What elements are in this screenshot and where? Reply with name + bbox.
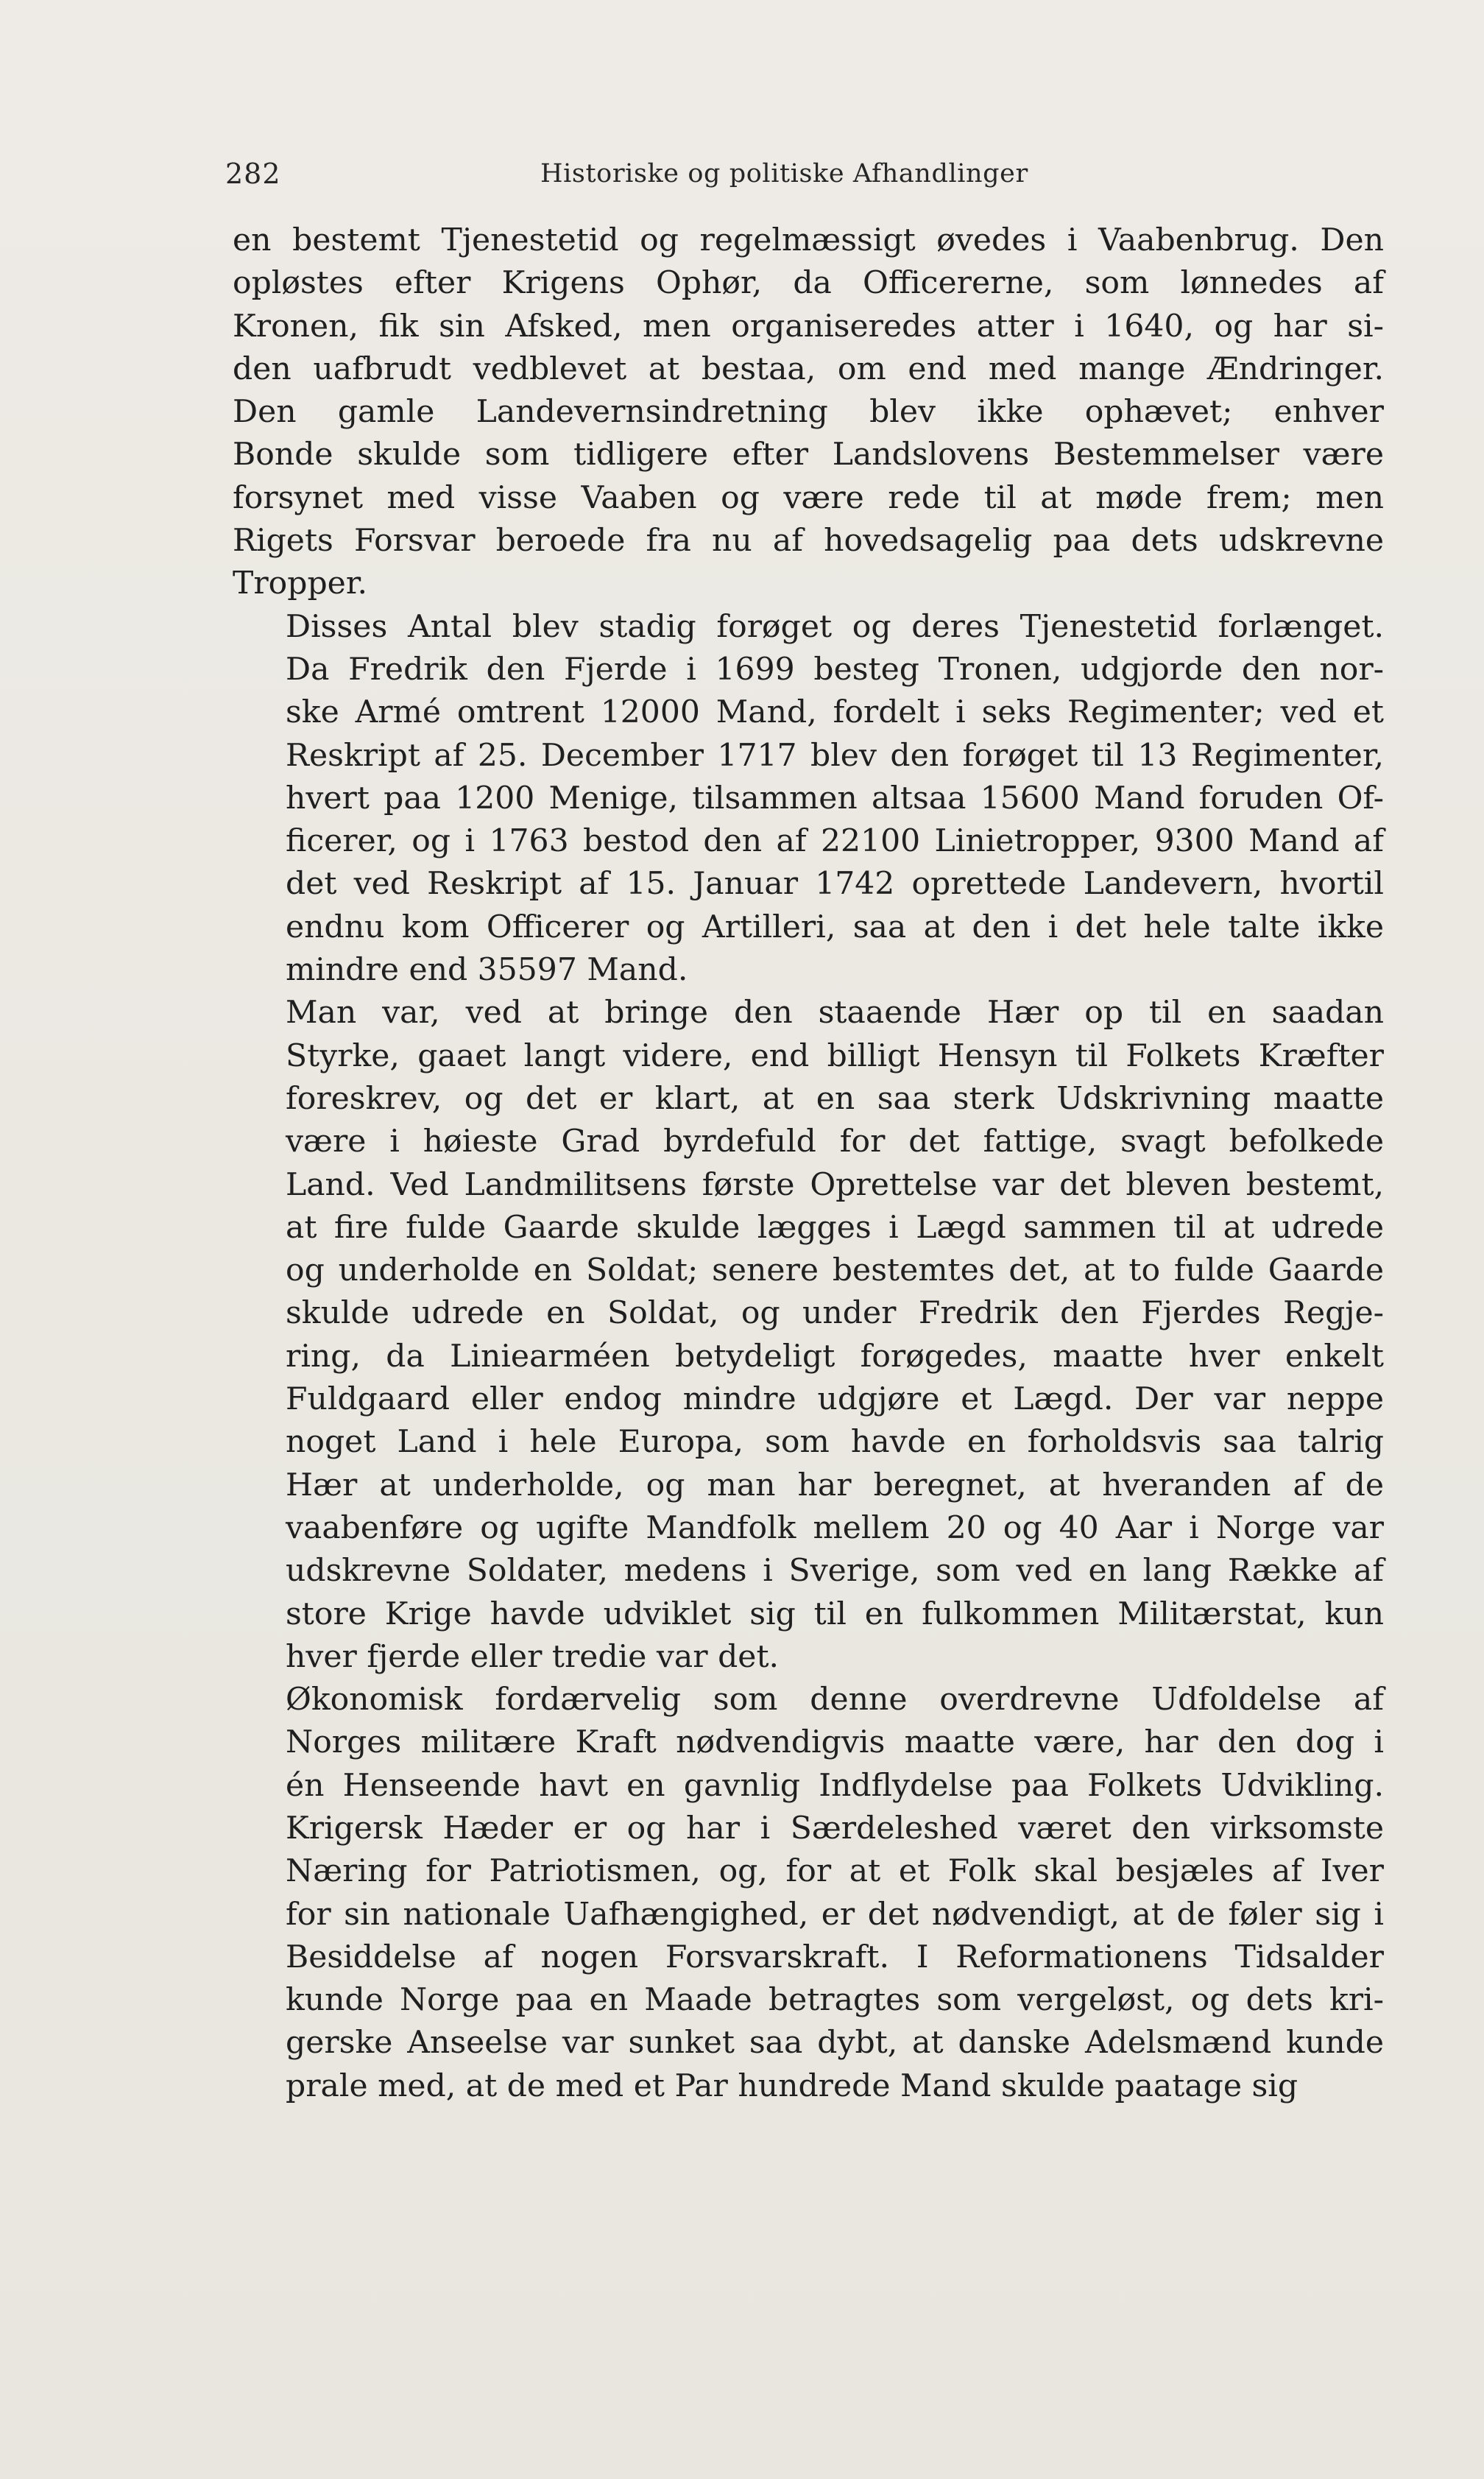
text-line: Disses Antal blev stadig forøget og deres Tjenestetid forlænget. [286, 608, 1384, 645]
text-line: Rigets Forsvar beroede fra nu af hovedsagelig paa dets udskrevne [233, 523, 1384, 560]
text-line: for sin nationale Uafhængighed, er det nødvendigt, at de føler sig i [286, 1896, 1384, 1933]
text-line: én Henseende havt en gavnlig Indflydelse paa Folkets Udvikling. [286, 1767, 1384, 1804]
text-line: gerske Anseelse var sunket saa dybt, at danske Adelsmænd kunde [286, 2025, 1384, 2062]
text-line: ficerer, og i 1763 bestod den af 22100 Linietropper, 9300 Mand af [286, 823, 1384, 860]
text-line: mindre end 35597 Mand. [286, 952, 688, 989]
text-line: Da Fredrik den Fjerde i 1699 besteg Tronen, udgjorde den nor- [286, 651, 1384, 688]
text-line: Krigersk Hæder er og har i Særdeleshed været den virksomste [286, 1810, 1384, 1847]
text-line: opløstes efter Krigens Ophør, da Officererne, som lønnedes af [233, 265, 1384, 302]
text-line: prale med, at de med et Par hundrede Mand skulde paatage sig [286, 2067, 1298, 2104]
text-line: Reskript af 25. December 1717 blev den forøget til 13 Regimenter, [286, 737, 1384, 774]
page-header [225, 155, 1388, 199]
text-line: Man var, ved at bringe den staaende Hær op til en saadan [286, 995, 1384, 1032]
text-line: Økonomisk fordærvelig som denne overdrevne Udfoldelse af [286, 1682, 1384, 1718]
text-line: Den gamle Landevernsindretning blev ikke ophævet; enhver [233, 394, 1384, 431]
text-line: udskrevne Soldater, medens i Sverige, som ved en lang Række af [286, 1553, 1384, 1590]
text-line: Fuldgaard eller endog mindre udgjøre et Lægd. Der var neppe [286, 1381, 1384, 1418]
text-line: vaabenføre og ugifte Mandfolk mellem 20 og 40 Aar i Norge var [286, 1509, 1384, 1546]
paragraph [233, 219, 1384, 606]
text-line: Besiddelse af nogen Forsvarskraft. I Reformationens Tidsalder [286, 1939, 1384, 1975]
text-line: hver fjerde eller tredie var det. [286, 1638, 780, 1675]
running-head: Historiske og politiske Afhandlinger [540, 159, 1028, 188]
text-line: Kronen, fik sin Afsked, men organiseredes atter i 1640, og har si- [233, 308, 1384, 345]
text-line: hvert paa 1200 Menige, tilsammen altsaa 15600 Mand foruden Of- [286, 780, 1384, 817]
text-line: kunde Norge paa en Maade betragtes som vergeløst, og dets kri- [286, 1982, 1384, 2019]
body-text [233, 219, 1384, 2108]
text-line: Norges militære Kraft nødvendigvis maatte være, har den dog i [286, 1724, 1384, 1761]
text-line: Styrke, gaaet langt videre, end billigt Hensyn til Folkets Kræfter [286, 1037, 1384, 1074]
text-line: at fire fulde Gaarde skulde lægges i Lægd sammen til at udrede [286, 1209, 1384, 1246]
text-line: Land. Ved Landmilitsens første Oprettelse var det bleven bestemt, [286, 1166, 1384, 1203]
text-line: en bestemt Tjenestetid og regelmæssigt øvedes i Vaabenbrug. Den [233, 222, 1384, 258]
text-line: Hær at underholde, og man har beregnet, at hveranden af de [286, 1467, 1384, 1503]
text-line: skulde udrede en Soldat, og under Fredrik den Fjerdes Regje- [286, 1295, 1384, 1332]
text-line: ring, da Liniearméen betydeligt forøgedes, maatte hver enkelt [286, 1338, 1384, 1375]
text-line: forsynet med visse Vaaben og være rede til at møde frem; men [233, 479, 1384, 516]
page-number: 282 [225, 158, 281, 190]
text-line: det ved Reskript af 15. Januar 1742 oprettede Landevern, hvortil [286, 866, 1384, 903]
text-line: Tropper. [233, 565, 367, 602]
text-line: noget Land i hele Europa, som havde en forholdsvis saa talrig [286, 1424, 1384, 1461]
text-line: Bonde skulde som tidligere efter Landslovens Bestemmelser være [233, 437, 1384, 473]
text-line: være i høieste Grad byrdefuld for det fattige, svagt befolkede [286, 1124, 1384, 1160]
paragraph [233, 606, 1384, 992]
text-line: foreskrev, og det er klart, at en saa sterk Udskrivning maatte [286, 1080, 1384, 1117]
text-line: store Krige havde udviklet sig til en fulkommen Militærstat, kun [286, 1595, 1384, 1632]
text-line: ske Armé omtrent 12000 Mand, fordelt i seks Regimenter; ved et [286, 694, 1384, 731]
paragraph [233, 992, 1384, 1679]
text-line: Næring for Patriotismen, og, for at et Folk skal besjæles af Iver [286, 1853, 1384, 1890]
text-line: den uafbrudt vedblevet at bestaa, om end med mange Ændringer. [233, 350, 1384, 387]
text-line: endnu kom Officerer og Artilleri, saa at den i det hele talte ikke [286, 909, 1384, 945]
text-line: og underholde en Soldat; senere bestemtes det, at to fulde Gaarde [286, 1252, 1384, 1289]
paragraph [233, 1679, 1384, 2108]
